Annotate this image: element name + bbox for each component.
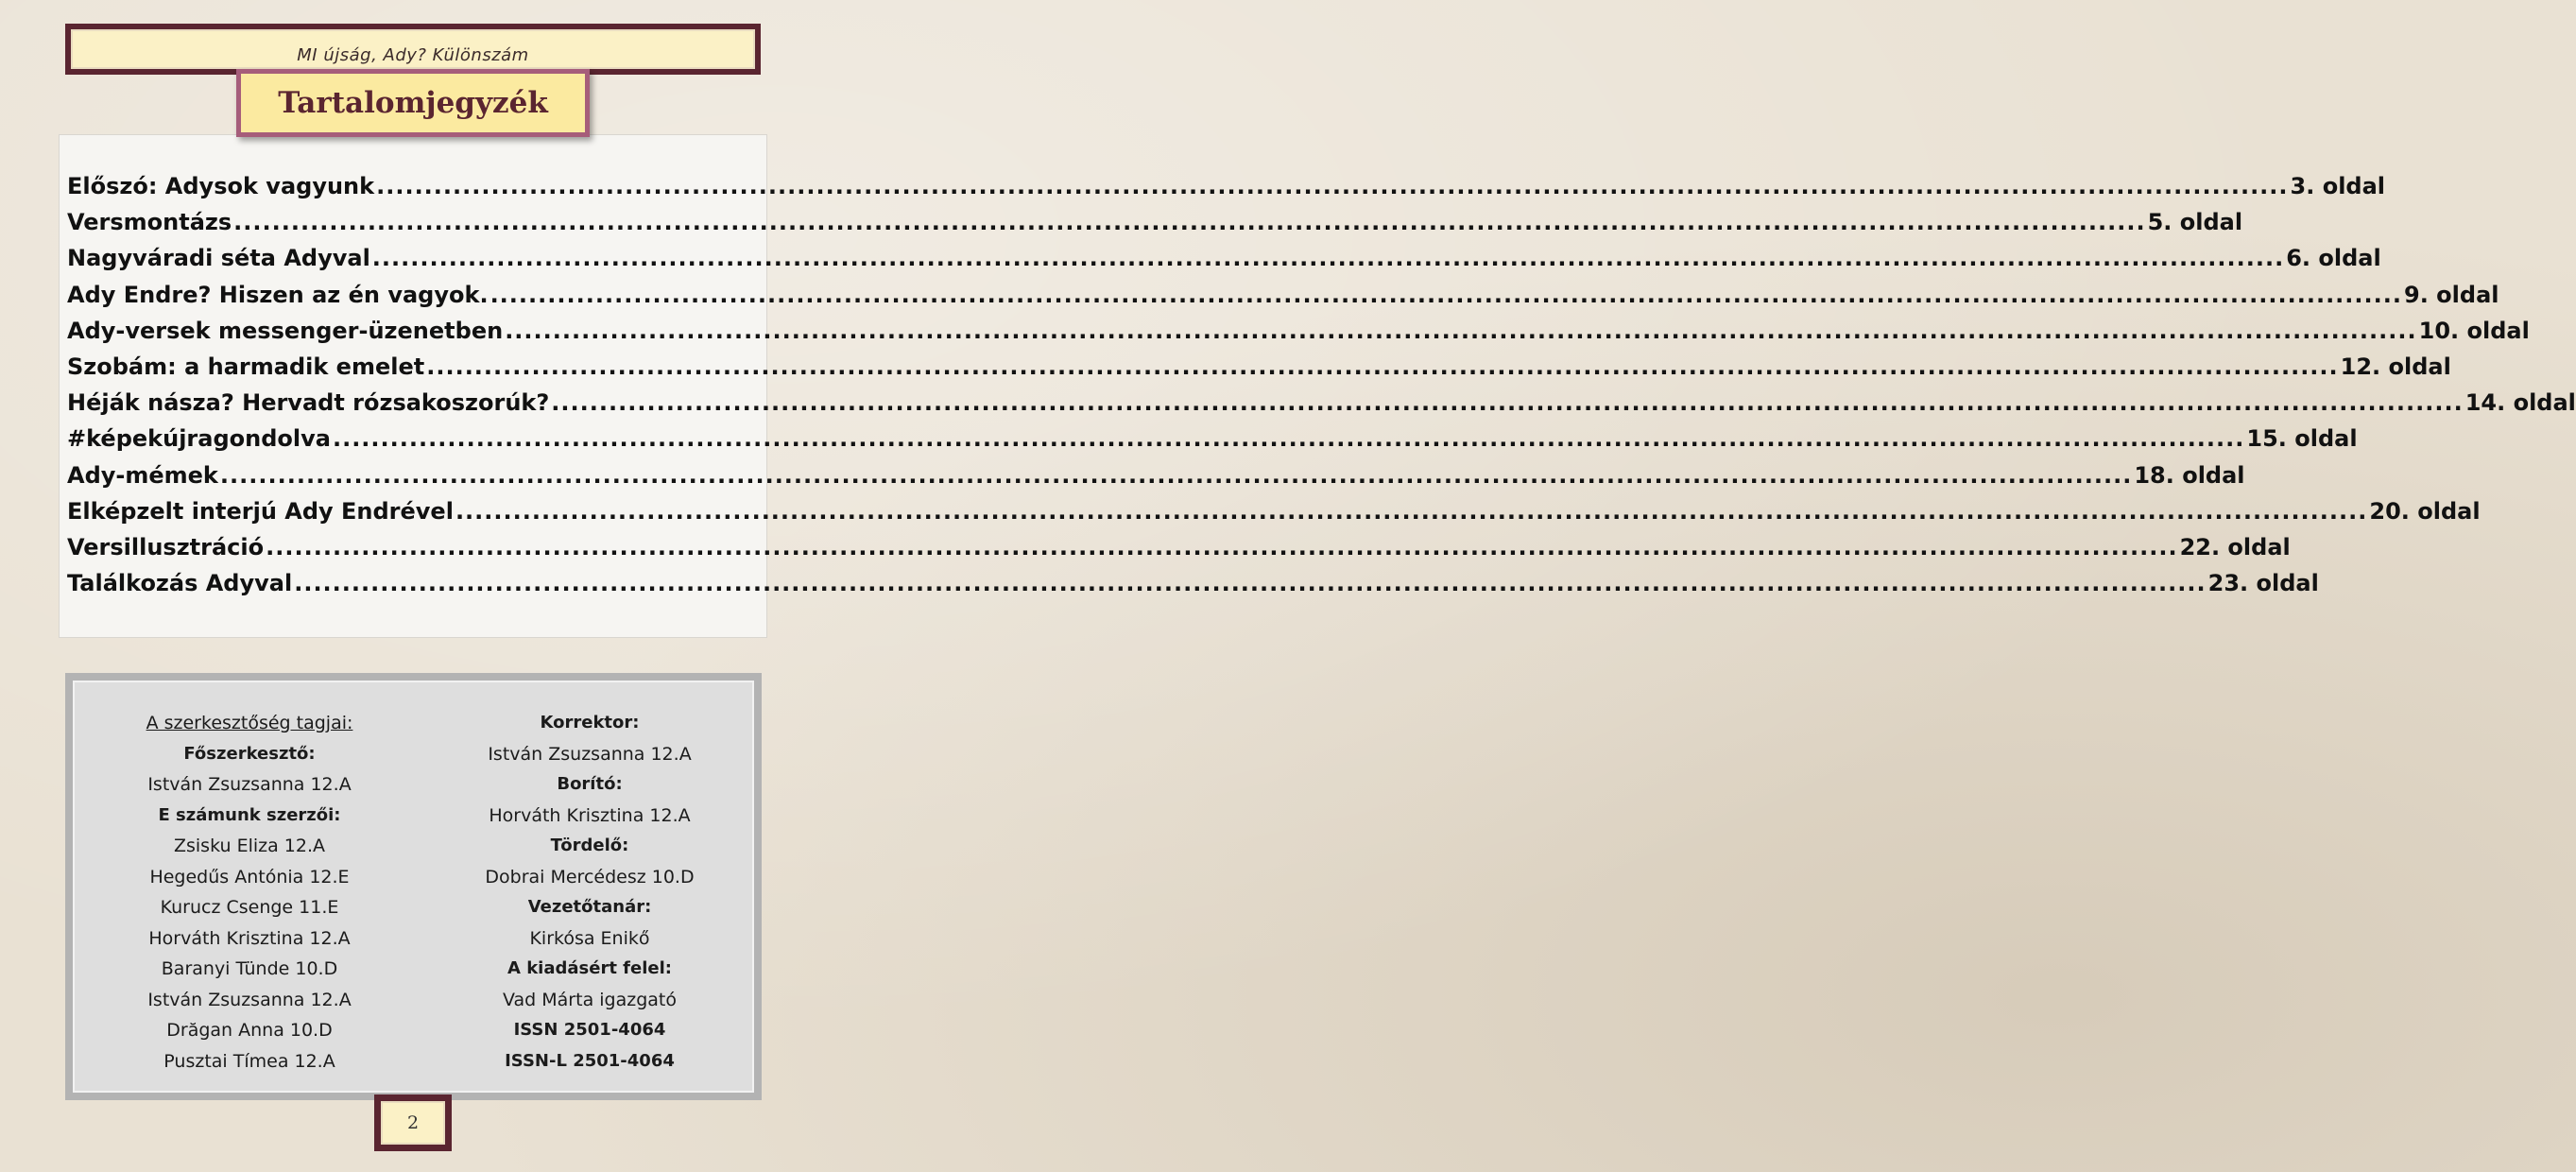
credits-inner [73,681,754,1093]
credits-person: Kirkósa Enikő [529,927,650,949]
toc-leader: ........................................................................................................................................................................................................ [489,281,2402,308]
toc-entry[interactable] [67,389,2576,425]
toc-entry[interactable] [67,245,2381,281]
toc-entry-title: #képekújragondolva [67,425,331,453]
toc-entry-page: 23. oldal [2207,570,2319,597]
toc-entry-page: 12. oldal [2340,353,2451,380]
toc-entry[interactable] [67,497,2481,534]
toc-entry-title: Héják násza? Hervadt rózsakoszorúk? [67,389,550,417]
toc-entry-page: 15. oldal [2246,425,2358,453]
toc-entry-title: Ady Endre? Hiszen az én vagyok. [67,281,489,308]
toc-list [67,173,2576,606]
toc-entry-page: 6. oldal [2286,245,2381,272]
toc-entry-title: Nagyváradi séta Adyval [67,245,370,272]
toc-leader: ........................................................................................................................................................................................................ [551,389,2464,417]
toc-entry-page: 5. oldal [2147,209,2243,236]
toc-entry-page: 14. oldal [2464,389,2576,417]
toc-entry[interactable] [67,353,2451,389]
credits-person: Drăgan Anna 10.D [166,1020,333,1041]
toc-entry-page: 9. oldal [2404,281,2499,308]
toc-entry[interactable] [67,281,2499,318]
credits-box [65,673,762,1100]
toc-leader: ........................................................................................................................................................................................................ [294,570,2207,597]
toc-entry[interactable] [67,533,2291,570]
toc-entry[interactable] [67,461,2245,498]
header-bar [65,24,761,75]
credits-person: Kurucz Csenge 11.E [160,897,339,918]
credits-left-column [94,708,405,1077]
credits-person: István Zsuzsanna 12.A [147,774,352,795]
credits-role: Vezetőtanár: [527,897,652,917]
page-number-box [374,1094,452,1151]
toc-entry-page: 3. oldal [2290,173,2386,199]
toc-entry-title: Előszó: Adysok vagyunk [67,173,375,199]
toc-entry-page: 10. oldal [2418,317,2530,344]
toc-entry-title: Versillusztráció [67,533,265,560]
toc-panel [59,134,2576,638]
toc-entry-title: Elképzelt interjú Ady Endrével [67,497,454,525]
credits-role: Korrektor: [540,713,640,732]
toc-entry[interactable] [67,425,2358,461]
credits-person: Pusztai Tímea 12.A [163,1050,335,1072]
credits-heading: A szerkesztőség tagjai: [146,713,353,733]
credits-issn-l: ISSN-L 2501-4064 [505,1050,675,1071]
credits-person: István Zsuzsanna 12.A [488,743,692,765]
toc-entry-title: Ady-mémek [67,461,218,489]
credits-person: Zsisku Eliza 12.A [173,836,326,856]
magazine-title: MI újság, Ady? Különszám [297,44,529,65]
credits-role: A kiadásért felel: [507,958,672,978]
toc-entry-page: 18. oldal [2134,461,2245,489]
header-inner [71,29,755,69]
credits-role: Borító: [557,774,623,794]
toc-leader: ........................................................................................................................................................................................................ [371,245,2285,272]
credits-person: István Zsuzsanna 12.A [147,989,352,1010]
toc-entry[interactable] [67,209,2243,245]
credits-person: Dobrai Mercédesz 10.D [485,866,695,888]
toc-entry[interactable] [67,173,2386,209]
toc-leader: ........................................................................................................................................................................................................ [426,353,2339,380]
credits-person: Horváth Krisztina 12.A [489,804,691,826]
toc-entry[interactable] [67,317,2530,353]
toc-title-box [236,69,590,137]
credits-person: Hegedűs Antónia 12.E [149,866,350,888]
toc-entry-title: Ady-versek messenger-üzenetben [67,317,504,344]
toc-leader: ........................................................................................................................................................................................................ [376,173,2289,199]
toc-leader: ........................................................................................................................................................................................................ [455,497,2368,525]
toc-entry-page: 20. oldal [2369,497,2481,525]
credits-role: E számunk szerzői: [158,804,341,825]
credits-issn: ISSN 2501-4064 [513,1020,666,1040]
toc-leader: ........................................................................................................................................................................................................ [219,461,2133,489]
toc-entry-title: Versmontázs [67,209,232,236]
credits-person: Baranyi Tünde 10.D [161,958,338,979]
toc-entry[interactable] [67,570,2319,606]
page-number: 2 [381,1101,445,1145]
toc-entry-title: Találkozás Adyval [67,570,293,597]
page-title: Tartalomjegyzék [278,86,548,120]
toc-leader: ........................................................................................................................................................................................................ [266,533,2178,560]
credits-right-column [434,708,746,1077]
toc-leader: ........................................................................................................................................................................................................ [233,209,2146,236]
toc-entry-title: Szobám: a harmadik emelet [67,353,425,380]
toc-leader: ........................................................................................................................................................................................................ [332,425,2245,453]
credits-person: Horváth Krisztina 12.A [148,927,351,949]
toc-leader: ........................................................................................................................................................................................................ [505,317,2417,344]
credits-person: Vad Márta igazgató [503,989,677,1010]
credits-role: Főszerkesztő: [183,743,316,764]
credits-role: Tördelő: [550,836,629,855]
toc-entry-page: 22. oldal [2179,533,2291,560]
